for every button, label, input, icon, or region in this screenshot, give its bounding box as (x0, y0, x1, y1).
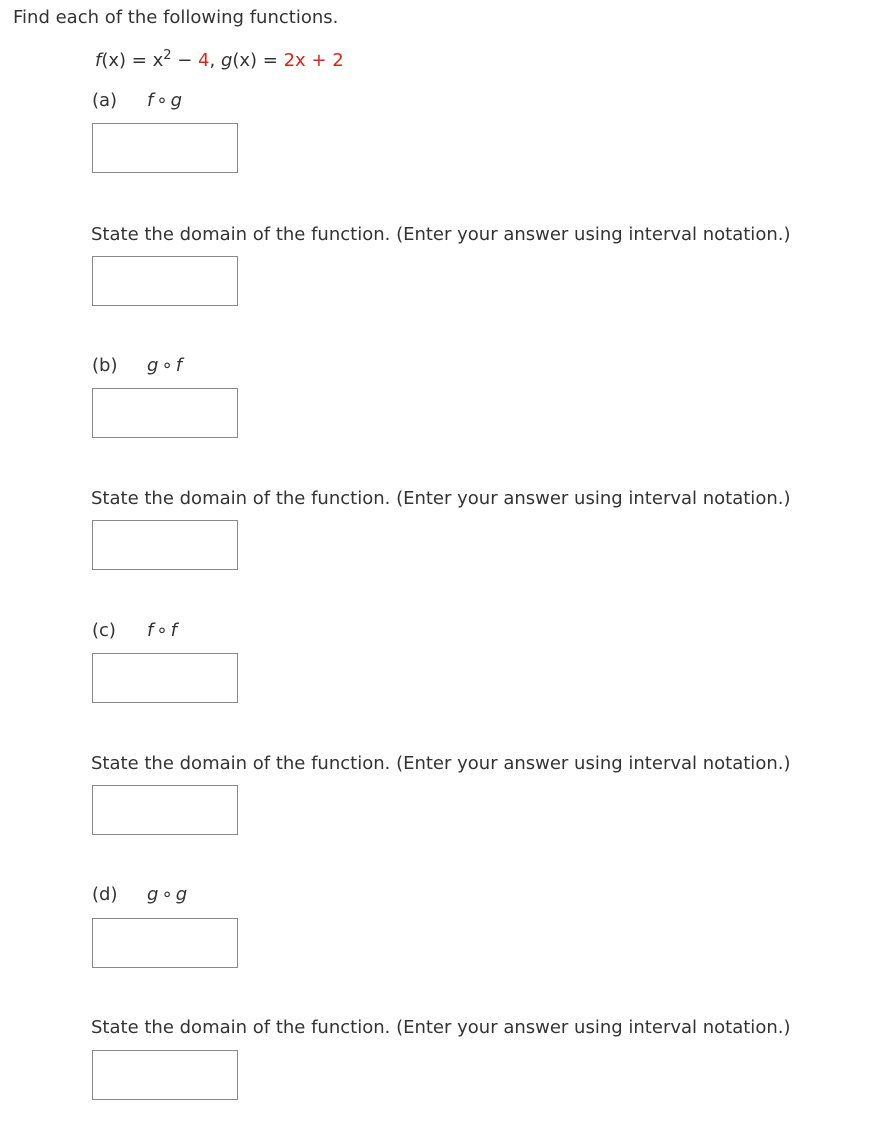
g-name: g (220, 50, 233, 71)
part-a-domain-prompt: State the domain of the function. (Enter your answer using interval notation.) (91, 224, 791, 245)
composition: g ∘ g (147, 884, 188, 905)
compose-operator-icon: ∘ (161, 355, 173, 376)
part-letter: (c) (92, 620, 116, 641)
f-constant: 4 (198, 50, 210, 71)
part-d-domain-input[interactable] (92, 1050, 238, 1100)
part-b-domain-input[interactable] (92, 520, 238, 570)
part-c-domain-prompt: State the domain of the function. (Enter your answer using interval notation.) (91, 753, 791, 774)
f-exponent: 2 (163, 48, 172, 63)
part-c-domain-input[interactable] (92, 785, 238, 835)
part-d-label (92, 884, 187, 905)
part-a-label (92, 90, 182, 111)
part-letter: (a) (92, 90, 118, 111)
f-name: f (95, 50, 102, 71)
f-minus: − (171, 50, 199, 71)
instructions: Find each of the following functions. (13, 7, 339, 28)
composition: f ∘ g (147, 90, 183, 111)
part-b-function-input[interactable] (92, 388, 238, 438)
g-arg: (x) = (232, 50, 284, 71)
part-d-domain-prompt: State the domain of the function. (Enter your answer using interval notation.) (91, 1017, 791, 1038)
f-arg: (x) = x (101, 50, 164, 71)
separator: , (209, 50, 221, 71)
part-b-domain-prompt: State the domain of the function. (Enter your answer using interval notation.) (91, 488, 791, 509)
part-d-function-input[interactable] (92, 918, 238, 968)
part-c-function-input[interactable] (92, 653, 238, 703)
part-a-domain-input[interactable] (92, 256, 238, 306)
part-b-label (92, 355, 182, 376)
function-definitions (95, 50, 344, 71)
part-c-label (92, 620, 177, 641)
composition: g ∘ f (147, 355, 183, 376)
part-a-function-input[interactable] (92, 123, 238, 173)
g-expression: 2x + 2 (283, 50, 344, 71)
part-letter: (d) (92, 884, 118, 905)
compose-operator-icon: ∘ (156, 620, 168, 641)
part-letter: (b) (92, 355, 118, 376)
composition: f ∘ f (147, 620, 177, 641)
compose-operator-icon: ∘ (161, 884, 173, 905)
compose-operator-icon: ∘ (156, 90, 168, 111)
